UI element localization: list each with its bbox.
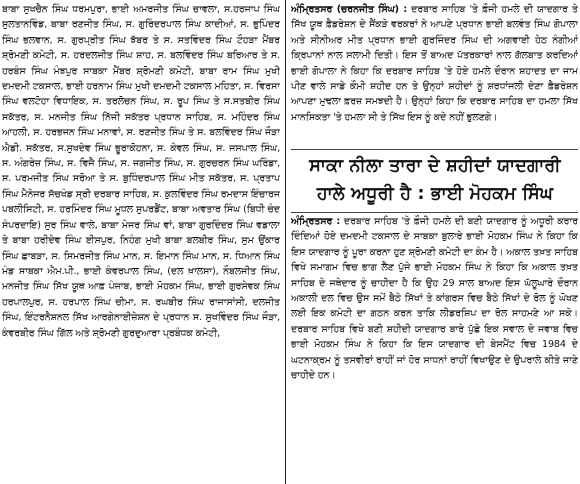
headline-line-2: ਹਾਲੇ ਅਧੂਰੀ ਹੈ : ਭਾਈ ਮੋਹਕਮ ਸਿੰਘ: [316, 184, 554, 204]
bottom-article-body: [291, 214, 578, 383]
top-article-text: ਦਰਬਾਰ ਸਾਹਿਬ 'ਤੇ ਫ਼ੌਜੀ ਹਮਲੇ ਦੀ ਯਾਦਗਾਰ ਤੇ ਸਿੱਖ ਯੂਥ ਫ਼ੈਡਰੇਸ਼ਨ ਦੇ ਸੈਂਕੜੇ ਵਰਕਰਾਂ ਨੇ ਆਪਣੇ ਪ੍ਰਧਾਨ ਭਾਈ ਬਲਵੰਤ ਸਿੰਘ ਗੋਪਾਲਾ ਅਤੇ ਸੀਨੀਅਰ ਮੀਤ ਪ੍ਰਧਾਨ ਭਾਈ ਗੁਰਜਿੰਦਰ ਸਿੰਘ ਦੀ ਅਗਵਾਈ ਹੇਠ ਨੰਗੀਆਂ ਕ੍ਰਿਪਾਨਾਂ ਨਾਲ ਸਲਾਮੀ ਦਿਤੀ। ਇਸ ਤੋਂ ਬਾਅਦ ਪੱਤਰਕਾਰਾਂ ਨਾਲ ਗੱਲਬਾਤ ਕਰਦਿਆਂ ਭਾਈ ਗੋਪਾਲਾ ਨੇ ਕਿਹਾ ਕਿ ਦਰਬਾਰ ਸਾਹਿਬ 'ਤੇ ਹੋਏ ਹਮਲੇ ਦੌਰਾਨ ਸ਼ਹਾਦਤ ਦਾ ਜਾਮ ਪੀਣ ਵਾਲੇ ਸਾਡੇ ਕੌਮੀ ਸ਼ਹੀਦ ਹਨ ਤੇ ਉਨ੍ਹਾਂ ਸ਼ਹੀਦਾਂ ਨੂੰ ਸ਼ਰਧਾਂਜਲੀ ਦੇਣਾ ਫ਼ੈਡਰੇਸ਼ਨ ਆਪਣਾ ਮੁਢਲਾ ਫ਼ਰਜ਼ ਸਮਝਦੀ ਹੈ। ਉਨ੍ਹਾਂ ਕਿਹਾ ਕਿ ਦਰਬਾਰ ਸਾਹਿਬ ਦਾ ਹਮਲਾ ਸਿੱਖ ਮਾਨਸਿਕਤਾ 'ਤੇ ਹਮਲਾ ਸੀ ਤੇ ਸਿੱਖ ਇਸ ਨੂੰ ਕਦੇ ਨਹੀਂ ਭੁਲਣਗੇ।: [291, 4, 578, 123]
headline-bottom-rule: [291, 212, 578, 213]
bottom-article: [291, 214, 578, 484]
left-column-text: ਬਾਬਾ ਸੁਖਚੈਨ ਸਿੰਘ ਧਰਮਪੁਰਾ, ਭਾਈ ਅਮਰਜੀਤ ਸਿੰਘ ਚਾਵਲਾ, ਸ.ਹਰਜਾਪ ਸਿੰਘ ਸੁਲਤਾਨਵਿੰਡ, ਬਾਬਾ ਰਣਜੀਤ ਸਿੰਘ, ਸ. ਗੁਰਿੰਦਰਪਾਲ ਸਿੰਘ ਕਾਦੀਆਂ, ਸ. ਭੁਪਿੰਦਰ ਸਿੰਘ ਭਲਵਾਨ, ਸ. ਗੁਰਪ੍ਰੀਤ ਸਿੰਘ ਝੱਬਰ ਤੇ ਸ. ਸਤਵਿੰਦਰ ਸਿੰਘ ਟੌਹੜਾ ਮੈਂਬਰ ਸ਼੍ਰੋਮਣੀ ਕਮੇਟੀ, ਸ. ਹਰਦਲਜੀਤ ਸਿੰਘ ਸ਼ਾਹ, ਸ. ਬਲਵਿੰਦਰ ਸਿੰਘ ਬਰਿਆਰ ਤੇ ਸ. ਹਰਬੰਸ ਸਿੰਘ ਮੰਝਪੁਰ ਸਾਬਕਾ ਮੈਂਬਰ ਸ਼੍ਰੋਮਣੀ ਕਮੇਟੀ, ਬਾਬਾ ਰਾਮ ਸਿੰਘ ਮੁਖੀ ਦਮਦਮੀ ਟਕਸਾਲ, ਭਾਈ ਹਰਨਾਮ ਸਿੰਘ ਮੁਖੀ ਦਮਦਮੀ ਟਕਸਾਲ ਮਹਿਤਾ, ਸ. ਵਿਰਸਾ ਸਿੰਘ ਵਲਟੋਹਾ ਵਿਧਾਇਕ, ਸ. ਤਰਲੋਚਨ ਸਿੰਘ, ਸ. ਰੂਪ ਸਿੰਘ ਤੇ ਸ.ਸਤਬੀਰ ਸਿੰਘ ਸਕੱਤਰ, ਸ. ਮਨਜੀਤ ਸਿੰਘ ਨਿੱਜੀ ਸਕੱਤਰ ਪ੍ਰਧਾਨ ਸਾਹਿਬ, ਸ. ਮਹਿੰਦਰ ਸਿੰਘ ਆਹਲੀ, ਸ. ਹਰਭਜਨ ਸਿੰਘ ਮਨਾਵਾਂ, ਸ. ਰਣਜੀਤ ਸਿੰਘ ਤੇ ਸ. ਬਲਵਿੰਦਰ ਸਿੰਘ ਜੌੜਾ ਐਡੀ. ਸਕੱਤਰ, ਸ.ਸੁਖਦੇਵ ਸਿੰਘ ਭੂਰਾਕੋਹਨਾ, ਸ. ਕੇਵਲ ਸਿੰਘ, ਸ. ਜਸਪਾਲ ਸਿੰਘ, ਸ. ਅੰਗਰੇਜ਼ ਸਿੰਘ, ਸ. ਵਿਜੈ ਸਿੰਘ, ਸ. ਜਗਜੀਤ ਸਿੰਘ, ਸ. ਗੁਰਚਰਨ ਸਿੰਘ ਘਰਿੰਡਾ, ਸ. ਪਰਮਜੀਤ ਸਿੰਘ ਸਰੋਆ ਤੇ ਸ. ਬੁਧਿੰਦਰਪਾਲ ਸਿੰਘ ਮੀਤ ਸਕੱਤਰ, ਸ. ਪ੍ਰਤਾਪ ਸਿੰਘ ਮੈਨੇਜਰ ਸੱਚਖੰਡ ਸ੍ਰੀ ਦਰਬਾਰ ਸਾਹਿਬ, ਸ. ਕੁਲਵਿੰਦਰ ਸਿੰਘ ਰਮਦਾਸ ਇੰਚਾਰਜ ਪਬਲੀਸਿਟੀ, ਸ. ਹਰਮਿੰਦਰ ਸਿੰਘ ਮੂਧਲ ਸੁਪਰਡੈਂਟ, ਬਾਬਾ ਅਵਤਾਰ ਸਿੰਘ (ਬਿਧੀ ਚੰਦ ਸੰਪਰਦਾਇ) ਸੁਰ ਸਿੰਘ ਵਾਲੇ, ਬਾਬਾ ਮੇਜਰ ਸਿੰਘ ਵਾਂ, ਬਾਬਾ ਗੁਰਦਿੰਦਰ ਸਿੰਘ ਵਡਾਲਾ ਤੇ ਬਾਬਾ ਹਰੀਦੇਵ ਸਿੰਘ ਈਸਪੁਰ, ਨਿਹੰਗ ਮੁਖੀ ਬਾਬਾ ਬਲਬੀਰ ਸਿੰਘ, ਸੁਮ ਉਂਕਾਰ ਸਿੰਘ ਛਾਬੜਾ, ਸ. ਸਿਮਰਜੀਤ ਸਿੰਘ ਮਾਨ, ਸ. ਇਮਾਨ ਸਿੰਘ ਮਾਨ, ਸ. ਧਿਆਨ ਸਿੰਘ ਮੰਡ ਸਾਬਕਾ ਐਮ.ਪੀ., ਭਾਈ ਕੰਵਰਪਾਲ ਸਿੰਘ, (ਦਲ ਖ਼ਾਲਸਾ), ਨੌਬਲਜੀਤ ਸਿੰਘ, ਮਨਜੀਤ ਸਿੰਘ ਸਿੱਖ ਯੂਥ ਆਫ਼ ਪੰਜਾਬ, ਭਾਈ ਮੋਹਕਮ ਸਿੰਘ, ਭਾਈ ਗੁਰਸੇਵਕ ਸਿੰਘ ਹਰਪਾਲਪੁਰ, ਸ. ਹਰਪਾਲ ਸਿੰਘ ਚੀਮਾ, ਸ. ਰਘਬੀਰ ਸਿੰਘ ਰਾਜਾਸਾਂਸੀ, ਦਲਜੀਤ ਸਿੰਘ, ਇੰਟਰਨੈਸ਼ਨਲ ਸਿੱਖ ਆਰਗੇਨਾਈਜ਼ੇਸ਼ਨ ਦੇ ਪ੍ਰਧਾਨ ਸ. ਸੁਖਵਿੰਦਰ ਸਿੰਘ ਜੌੜਾ, ਕੰਵਰਬੀਰ ਸਿੰਘ ਗਿੱਲ ਅਤੇ ਸ਼੍ਰੋਮਣੀ ਗੁਰਦੁਆਰਾ ਪ੍ਰਬੰਧਕ ਕਮੇਟੀ,: [2, 4, 280, 339]
column-divider: [285, 0, 286, 484]
bottom-article-text: ਦਰਬਾਰ ਸਾਹਿਬ 'ਤੇ ਫ਼ੌਜੀ ਹਮਲੇ ਦੀ ਬਣੀ ਯਾਦਗਾਰ ਨੂੰ ਅਧੂਰੀ ਕਰਾਰ ਦਿੰਦਿਆਂ ਹੋਏ ਦਮਦਮੀ ਟਕਸਾਲ ਦੇ ਸਾਬਕਾ ਬੁਲਾਰੇ ਭਾਈ ਮੋਹਕਮ ਸਿੰਘ ਨੇ ਕਿਹਾ ਕਿ ਇਸ ਯਾਦਗਾਰ ਨੂੰ ਪੂਰਾ ਕਰਨਾ ਹੁਣ ਸ਼੍ਰੋਮਣੀ ਕਮੇਟੀ ਦਾ ਕੰਮ ਹੈ। ਅਕਾਲ ਤਖ਼ਤ ਸਾਹਿਬ ਵਿਖੇ ਸਮਾਗਮ ਵਿਚ ਭਾਗ ਲੈਣ ਪੁੱਜੇ ਭਾਈ ਮੋਹਕਮ ਸਿੰਘ ਨੇ ਕਿਹਾ ਕਿ ਅਕਾਲ ਤਖ਼ਤ ਸਾਹਿਬ ਦੇ ਜਥੇਦਾਰ ਨੂੰ ਚਾਹੀਦਾ ਹੈ ਕਿ ਉਹ 29 ਸਾਲ ਬਾਅਦ ਇਸ ਘੱਲੂਘਾਰੇ ਦੌਰਾਨ ਅਕਾਲੀ ਦਲ ਵਿਚ ਉਸ ਸਮੇਂ ਬੈਠੇ ਸਿੱਖਾਂ ਤੇ ਕਾਂਗਰਸ ਵਿਚ ਬੈਠੇ ਸਿੱਖਾਂ ਦੇ ਰੋਲ ਨੂੰ ਘੋਖਣ ਲਈ ਇਕ ਕਮੇਟੀ ਦਾ ਗਠਨ ਕਰਨ ਤਾਕਿ ਲੀਡਰਸ਼ਿਪ ਦਾ ਰੋਲ ਸਾਹਮਣੇ ਆ ਸਕੇ। ਦਰਬਾਰ ਸਾਹਿਬ ਵਿਖੇ ਬਣੀ ਸ਼ਹੀਦੀ ਯਾਦਗਾਰ ਬਾਰੇ ਪੁੱਛੇ ਇਕ ਸਵਾਲ ਦੇ ਜਵਾਬ ਵਿਚ ਭਾਈ ਮੋਹਕਮ ਸਿੰਘ ਨੇ ਕਿਹਾ ਕਿ ਇਸ ਯਾਦਗਾਰ ਦੀ ਬੇਸਮੈਂਟ ਵਿਚ 1984 ਦੇ ਘਟਨਾਕ੍ਰਮ ਨੂੰ ਤਸਵੀਰਾਂ ਰਾਹੀਂ ਜਾਂ ਹੋਰ ਸਾਧਨਾਂ ਰਾਹੀਂ ਵਿਖਾਉਣ ਦੇ ਉਪਰਾਲੇ ਕੀਤੇ ਜਾਣੇ ਚਾਹੀਦੇ ਹਨ।: [291, 216, 578, 382]
top-article-dateline: ਅੰਮ੍ਰਿਤਸਰ (ਚਰਨਜੀਤ ਸਿੰਘ) :: [291, 4, 408, 15]
top-article: [291, 0, 578, 148]
left-column: [2, 0, 280, 484]
article-headline: [294, 152, 576, 210]
headline-line-1: ਸਾਕਾ ਨੀਲਾ ਤਾਰਾ ਦੇ ਸ਼ਹੀਦਾਂ ਯਾਦਗਾਰੀ: [309, 156, 561, 176]
top-article-body: [291, 2, 578, 125]
bottom-article-dateline: ਅੰਮ੍ਰਿਤਸਰ :: [291, 216, 341, 227]
headline-top-rule: [291, 149, 578, 150]
